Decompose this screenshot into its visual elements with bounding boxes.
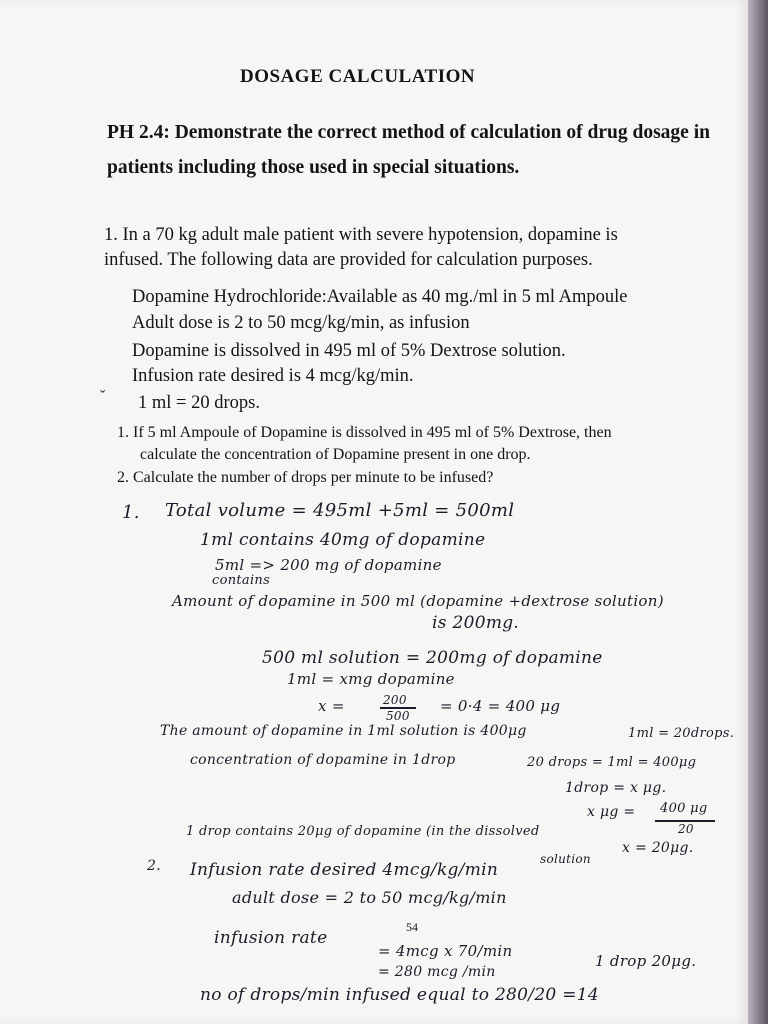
question-line-2: infused. The following data are provided for calculation purposes. [104, 250, 593, 270]
answer-2-drop-value: 1 drop 20μg. [595, 952, 697, 970]
question-line-1: 1. In a 70 kg adult male patient with severe hypotension, dopamine is [104, 225, 618, 245]
data-line-drops: 1 ml = 20 drops. [138, 393, 260, 413]
data-line-dilution: Dopamine is dissolved in 495 ml of 5% Dextrose solution. [132, 341, 566, 361]
subquestion-1-line-1: 1. If 5 ml Ampoule of Dopamine is dissolved in 495 ml of 5% Dextrose, then [117, 424, 612, 441]
answer-1-contains: contains [212, 573, 271, 588]
answer-2-infusion-rate: infusion rate [214, 928, 328, 948]
data-line-adult-dose: Adult dose is 2 to 50 mcg/kg/min, as infusion [132, 313, 470, 333]
document-title: DOSAGE CALCULATION [240, 66, 476, 87]
answer-1-solution: solution [540, 852, 591, 866]
answer-1-fraction-2-numerator: 400 μg [660, 801, 708, 816]
answer-1-unknown: 1ml = xmg dopamine [287, 670, 455, 688]
answer-1-fraction-numerator: 200 [383, 693, 407, 707]
answer-1-number: 1. [122, 502, 140, 523]
answer-1-drop-contains: 1 drop contains 20μg of dopamine (in the dissolved [186, 824, 540, 839]
answer-1-amount: Amount of dopamine in 500 ml (dopamine +dextrose solution) [172, 592, 664, 610]
answer-1-5ml: 5ml => 200 mg of dopamine [215, 556, 442, 574]
answer-2-adult-dose: adult dose = 2 to 50 mcg/kg/min [232, 888, 507, 907]
data-line-availability: Dopamine Hydrochloride:Available as 40 mg./ml in 5 ml Ampoule [132, 287, 628, 307]
answer-1-concentration-drop: concentration of dopamine in 1drop [190, 752, 456, 768]
answer-1-fraction-denominator: 500 [386, 709, 410, 723]
subquestion-2: 2. Calculate the number of drops per minute to be infused? [117, 469, 494, 486]
answer-2-number: 2. [147, 858, 161, 874]
answer-1-x-ug: x μg = [587, 804, 636, 820]
answer-1-amount-1ml: The amount of dopamine in 1ml solution is 400μg [160, 723, 527, 739]
answer-1-drops-per-ml: 1ml = 20drops. [628, 726, 735, 741]
answer-1-concentration: 1ml contains 40mg of dopamine [200, 530, 486, 550]
answer-2-rate-calc: = 4mcg x 70/min [378, 942, 513, 960]
page-number: 54 [406, 920, 418, 934]
subquestion-1-line-2: calculate the concentration of Dopamine present in one drop. [140, 446, 531, 463]
answer-1-final: x = 20μg. [622, 840, 694, 856]
answer-1-amount-value: is 200mg. [432, 613, 520, 633]
answer-1-x: x = [318, 697, 345, 715]
objective-line-2: patients including those used in special situations. [107, 157, 520, 178]
answer-1-proportion: 500 ml solution = 200mg of dopamine [262, 648, 603, 668]
answer-1-drops-equation: 20 drops = 1ml = 400μg [527, 755, 697, 770]
pen-mark: ˇ [100, 388, 106, 405]
answer-1-one-drop: 1drop = x μg. [565, 780, 667, 796]
answer-1-result: = 0·4 = 400 μg [440, 697, 561, 715]
answer-2-rate-result: = 280 mcg /min [378, 964, 496, 980]
objective-line-1: PH 2.4: Demonstrate the correct method of calculation of drug dosage in [107, 122, 710, 143]
page-edge [748, 0, 768, 1024]
answer-2-infusion-desired: Infusion rate desired 4mcg/kg/min [190, 860, 499, 880]
answer-1-fraction-2-denominator: 20 [678, 822, 694, 836]
answer-2-drops-per-min: no of drops/min infused equal to 280/20 =14 [200, 985, 600, 1005]
data-line-infusion-rate: Infusion rate desired is 4 mcg/kg/min. [132, 366, 414, 386]
answer-1-total-volume: Total volume = 495ml +5ml = 500ml [165, 500, 515, 521]
